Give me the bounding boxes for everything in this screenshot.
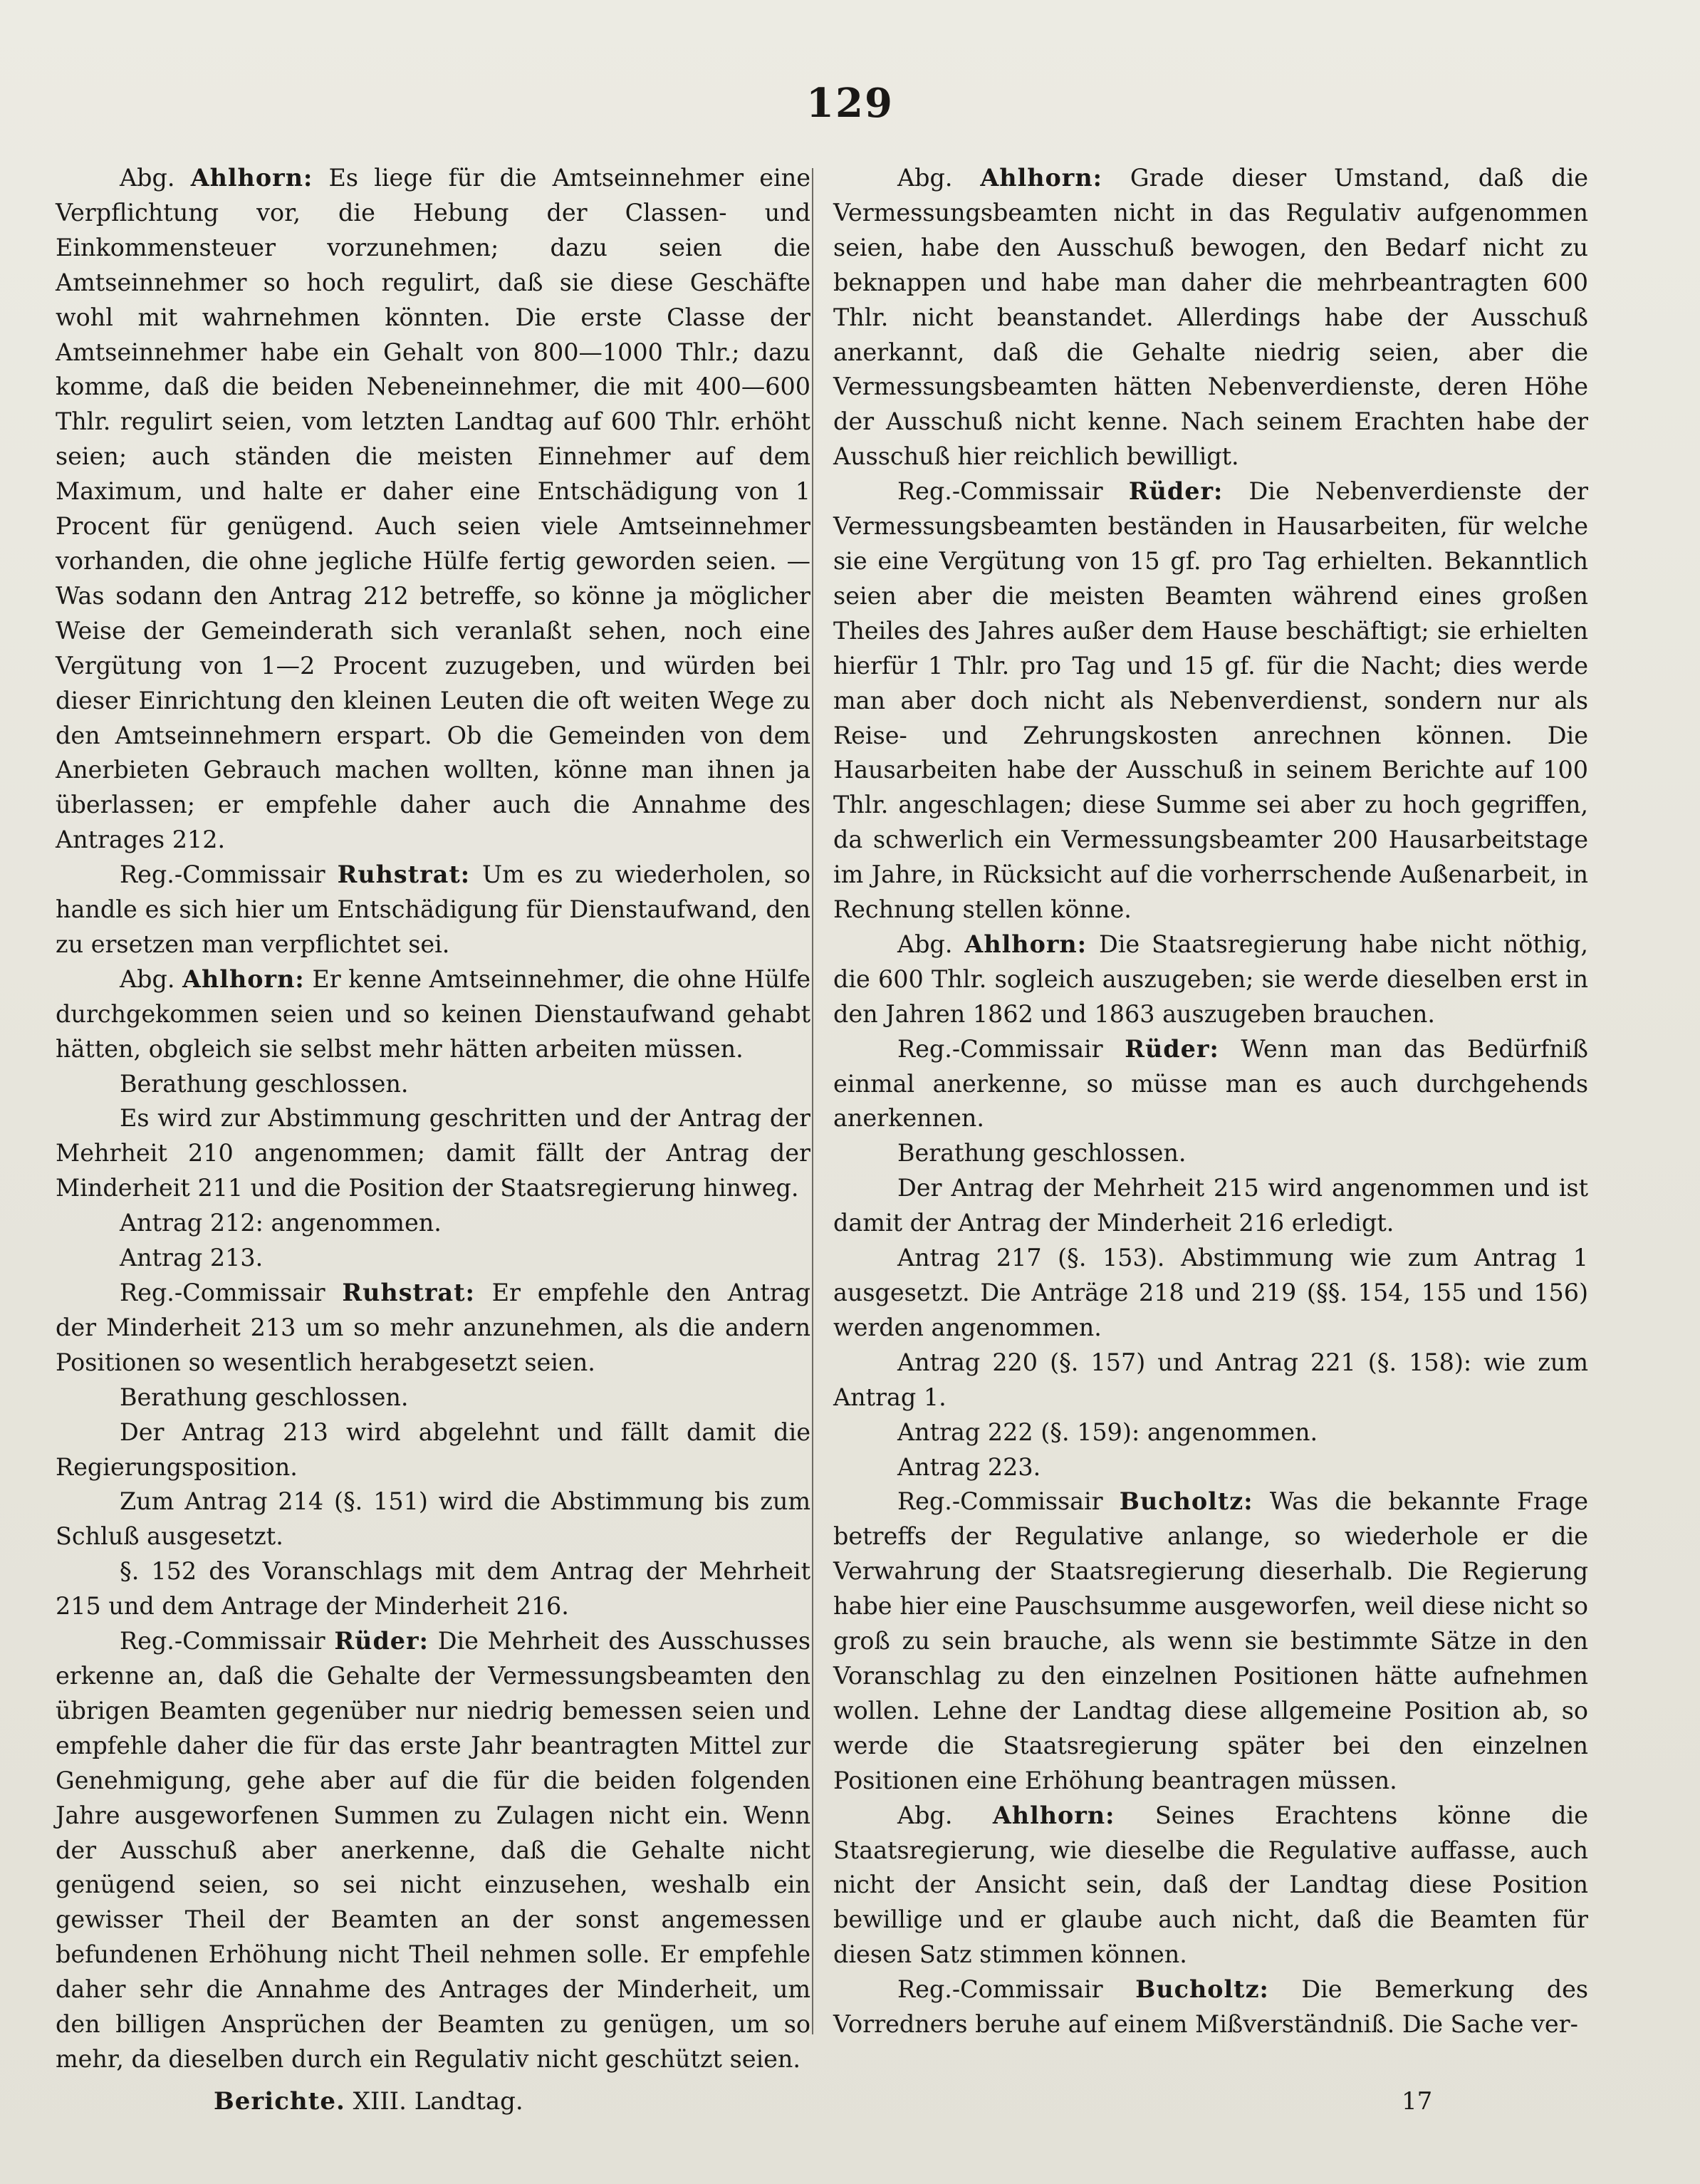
speaker-name: Ahlhorn: [980,164,1103,192]
paragraph [833,1032,1588,1137]
paragraph-text: Grade dieser Umstand, daß die Vermessungsbeamten nicht in das Regulativ aufgenommen seien, habe den Ausschuß bewogen, den Bedarf nicht zu beknappen und habe man daher die mehrbeantragten 600 Thlr. nicht beanstandet. Allerdings habe der Ausschuß anerkannt, daß die Gehalte niedrig seien, aber die Vermessungsbeamten hätten Nebenverdienste, deren Höhe der Ausschuß nicht kenne. Nach seinem Erachten habe der Ausschuß hier reichlich bewilligt. [833,164,1588,471]
speaker-name: Rüder: [334,1627,429,1655]
paragraph [56,1101,810,1206]
speaker-name: Ahlhorn: [964,930,1088,958]
paragraph [56,1484,810,1554]
paragraph-text: Antrag 213. [120,1244,264,1272]
paragraph [833,927,1588,1032]
paragraph-text: Zum Antrag 214 (§. 151) wird die Abstimmung bis zum Schluß ausgesetzt. [56,1487,810,1551]
paragraph-text: Antrag 212: angenommen. [120,1209,442,1237]
speaker-title: Reg.-Commissair [897,477,1103,506]
paragraph-text: Antrag 223. [897,1452,1041,1481]
paragraph-text: Die Nebenverdienste der Vermessungsbeamten beständen in Hausarbeiten, für welche sie eine Vergütung von 15 gf. pro Tag erhielten. Bekanntlich seien aber die meisten Beamten während eines großen Theiles des Jahres außer dem Hause beschäftigt; sie erhielten hierfür 1 Thlr. pro Tag und 15 gf. für die Nacht; dies werde man aber doch nicht als Nebenverdienst, sondern nur als Reise- und Zehrungskosten anrechnen können. Die Hausarbeiten habe der Ausschuß in seinem Berichte auf 100 Thlr. angeschlagen; diese Summe sei aber zu hoch gegriffen, da schwerlich ein Vermessungsbeamter 200 Hausarbeitstage im Jahre, in Rücksicht auf die vorherrschende Außenarbeit, in Rechnung stellen könne. [833,477,1588,924]
paragraph-text: Berathung geschlossen. [897,1139,1187,1168]
speaker-name: Bucholtz: [1135,1975,1269,2004]
paragraph [833,1972,1588,2042]
speaker-title: Reg.-Commissair [120,860,325,889]
paragraph [833,1171,1588,1241]
paragraph [833,1346,1588,1415]
paragraph [56,161,810,858]
speaker-title: Abg. [897,930,953,958]
paragraph-text: Der Antrag der Mehrheit 215 wird angenommen und ist damit der Antrag der Minderheit 216 erledigt. [833,1174,1588,1237]
paragraph-text: Die Bemerkung des Vorredners beruhe auf einem Mißverständniß. Die Sache ver- [833,1975,1588,2039]
speaker-title: Abg. [120,964,175,993]
speaker-title: Reg.-Commissair [897,1034,1103,1063]
column-divider [812,168,813,2034]
paragraph-text: Wenn man das Bedürfniß einmal anerkenne, so müsse man es auch durchgehends anerkennen. [833,1034,1588,1133]
paragraph [56,1554,810,1624]
footer-session: XIII. Landtag. [353,2087,523,2116]
speaker-title: Reg.-Commissair [897,1975,1103,2004]
paragraph [56,1241,810,1276]
paragraph [833,1799,1588,1973]
paragraph [833,1415,1588,1450]
paragraph [833,161,1588,474]
paragraph-text: Antrag 217 (§. 153). Abstimmung wie zum Antrag 1 ausgesetzt. Die Anträge 218 und 219 (§§. 154, 155 und 156) werden angenommen. [833,1244,1588,1341]
speaker-name: Rüder: [1128,477,1224,506]
speaker-name: Ahlhorn: [190,164,313,192]
speaker-title: Abg. [897,164,953,192]
paragraph [833,1241,1588,1346]
paragraph-text: Es liege für die Amtseinnehmer eine Verpflichtung vor, die Hebung der Classen- und Einkommensteuer vorzunehmen; dazu seien die Amtseinnehmer so hoch regulirt, daß sie diese Geschäfte wohl mit wahrnehmen könnten. Die erste Classe der Amtseinnehmer habe ein Gehalt von 800—1000 Thlr.; dazu komme, daß die beiden Nebeneinnehmer, die mit 400—600 Thlr. regulirt seien, vom letzten Landtag auf 600 Thlr. erhöht seien; auch ständen die meisten Einnehmer auf dem Maximum, und halte er daher eine Entschädigung von 1 Procent für genügend. Auch seien viele Amtseinnehmer vorhanden, die ohne jegliche Hülfe fertig geworden seien. — Was sodann den Antrag 212 betreffe, so könne ja möglicher Weise der Gemeinderath sich veranlaßt sehen, noch eine Vergütung von 1—2 Procent zuzugeben, und würden bei dieser Einrichtung den kleinen Leuten die oft weiten Wege zu den Amtseinnehmern erspart. Ob die Gemeinden von dem Anerbieten Gebrauch machen wollten, könne man ihnen ja überlassen; er empfehle daher auch die Annahme des Antrages 212. [56,164,810,854]
paragraph-text: Der Antrag 213 wird abgelehnt und fällt damit die Regierungsposition. [56,1418,810,1481]
footer [214,2087,523,2116]
page-number: 129 [806,80,894,127]
speaker-title: Reg.-Commissair [120,1279,325,1306]
footer-label: Berichte. [214,2087,345,2116]
paragraph-text: Um es zu wiederholen, so handle es sich hier um Entschädigung für Dienstaufwand, den zu ersetzen man verpflichtet sei. [56,860,810,958]
paragraph [56,1624,810,2077]
paragraph [56,962,810,1067]
speaker-name: Bucholtz: [1119,1487,1253,1516]
speaker-name: Ahlhorn: [992,1801,1115,1829]
paragraph-text: Antrag 222 (§. 159): angenommen. [897,1418,1318,1446]
paragraph [56,1206,810,1241]
right-column [833,161,1588,2042]
paragraph-text: Berathung geschlossen. [120,1069,409,1098]
paragraph-text: Was die bekannte Frage betreffs der Regulative anlange, so wiederhole er die Verwahrung der Staatsregierung dieserhalb. Die Regierung habe hier eine Pauschsumme ausgeworfen, weil diese nicht so groß zu sein brauche, als wenn sie bestimmte Sätze in den Voranschlag zu den einzelnen Positionen hätte aufnehmen wollen. Lehne der Landtag diese allgemeine Position ab, so werde die Staatsregierung später bei den einzelnen Positionen eine Erhöhung beantragen müssen. [833,1487,1588,1794]
paragraph-text: Berathung geschlossen. [120,1383,409,1411]
paragraph-text: Die Mehrheit des Ausschusses erkenne an, daß die Gehalte der Vermessungsbeamten den übrigen Beamten gegenüber nur niedrig bemessen seien und empfehle daher die für das erste Jahr beantragten Mittel zur Genehmigung, gehe aber auf die für die beiden folgenden Jahre ausgeworfenen Summen zu Zulagen nicht ein. Wenn der Ausschuß aber anerkenne, daß die Gehalte nicht genügend seien, so sei nicht einzusehen, weshalb ein gewisser Theil der Beamten an der sonst angemessen befundenen Erhöhung nicht Theil nehmen solle. Er empfehle daher sehr die Annahme des Antrages der Minderheit, um den billigen Ansprüchen der Beamten zu genügen, um so mehr, da dieselben durch ein Regulativ nicht geschützt seien. [56,1627,811,2073]
paragraph-text: Seines Erachtens könne die Staatsregierung, wie dieselbe die Regulative auffasse, auch nicht der Ansicht sein, daß der Landtag diese Position bewillige und er glaube auch nicht, daß die Beamten für diesen Satz stimmen können. [833,1801,1588,1969]
footer-signature: 17 [1402,2087,1433,2116]
paragraph-text: §. 152 des Voranschlags mit dem Antrag der Mehrheit 215 und dem Antrage der Minderheit 216. [56,1557,810,1621]
speaker-name: Ruhstrat: [342,1279,475,1306]
paragraph [833,474,1588,927]
paragraph [56,1276,810,1380]
paragraph-text: Es wird zur Abstimmung geschritten und der Antrag der Mehrheit 210 angenommen; damit fällt der Antrag der Minderheit 211 und die Position der Staatsregierung hinweg. [56,1104,810,1202]
speaker-name: Rüder: [1125,1034,1219,1063]
left-column [56,161,810,2077]
paragraph [56,858,810,962]
paragraph-text: Er kenne Amtseinnehmer, die ohne Hülfe durchgekommen seien und so keinen Dienstaufwand gehabt hätten, obgleich sie selbst mehr hätten arbeiten müssen. [56,964,811,1063]
paragraph-text: Antrag 220 (§. 157) und Antrag 221 (§. 158): wie zum Antrag 1. [833,1348,1588,1411]
paragraph [56,1380,810,1415]
speaker-title: Reg.-Commissair [120,1627,325,1655]
speaker-title: Abg. [120,164,175,192]
paragraph-text: Die Staatsregierung habe nicht nöthig, die 600 Thlr. sogleich auszugeben; sie werde dieselben erst in den Jahren 1862 und 1863 auszugeben brauchen. [833,930,1588,1028]
speaker-title: Reg.-Commissair [897,1487,1103,1516]
speaker-name: Ahlhorn: [182,964,305,993]
paragraph [833,1484,1588,1798]
paragraph [56,1415,810,1485]
paragraph [833,1450,1588,1485]
paragraph [56,1067,810,1102]
speaker-title: Abg. [897,1801,953,1829]
paragraph [833,1136,1588,1171]
paragraph-text: Er empfehle den Antrag der Minderheit 213 um so mehr anzunehmen, als die andern Positionen so wesentlich herabgesetzt seien. [56,1279,810,1376]
speaker-name: Ruhstrat: [337,860,471,889]
